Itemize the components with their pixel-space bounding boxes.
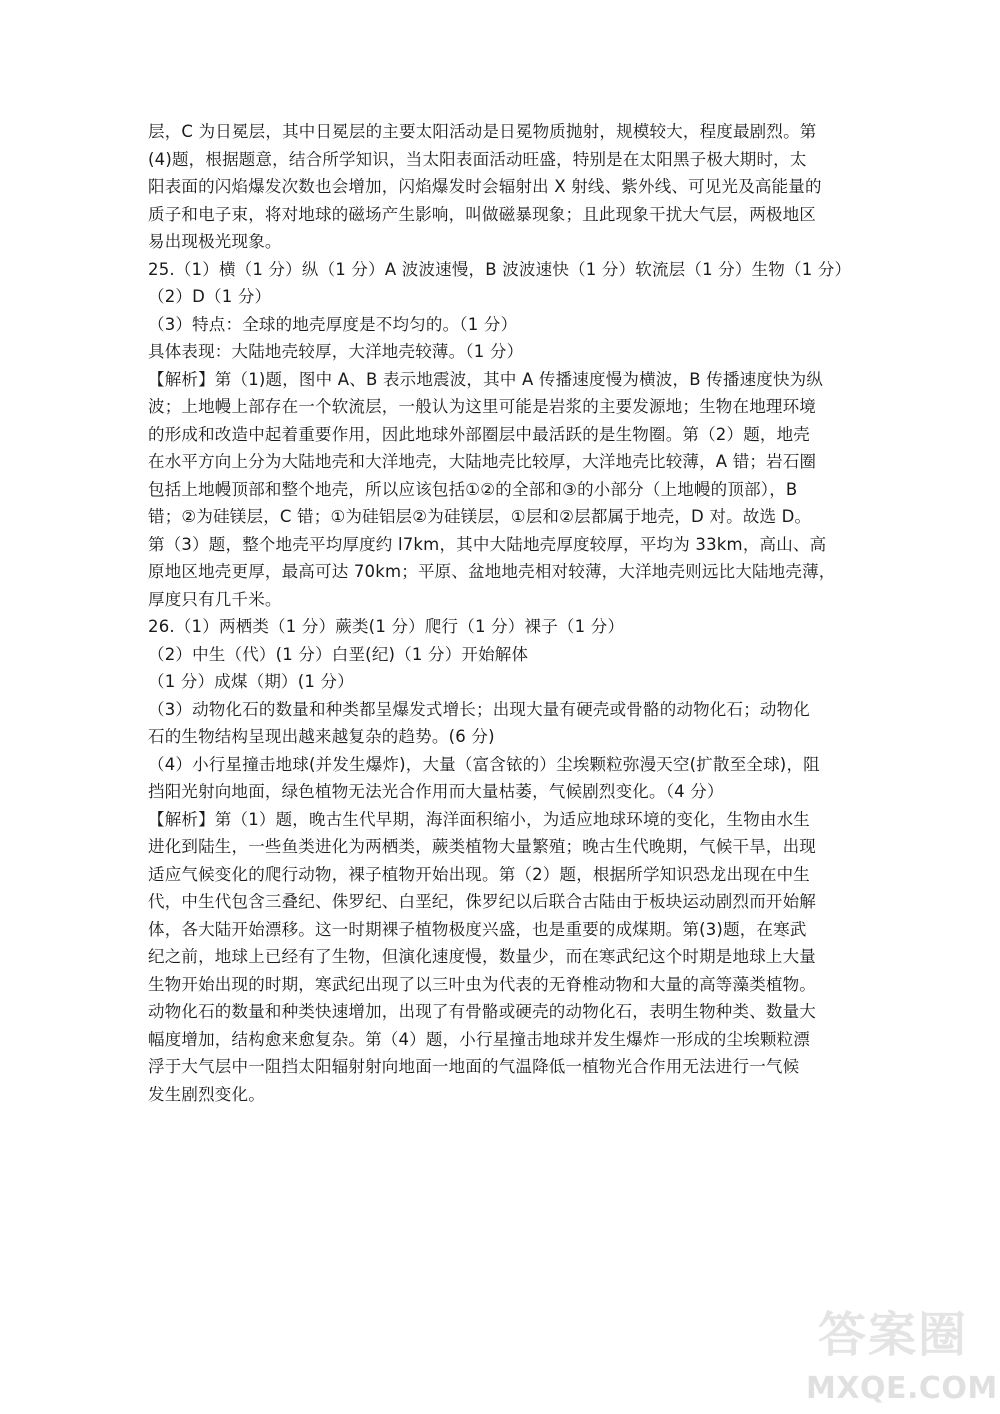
text-line: 纪之前，地球上已经有了生物，但演化速度慢，数量少，而在寒武纪这个时期是地球上大量 xyxy=(148,947,816,966)
text-line: (4)题，根据题意，结合所学知识，当太阳表面活动旺盛，特别是在太阳黑子极大期时，太 xyxy=(148,149,807,169)
text-line: 体，各大陆开始漂移。这一时期裸子植物极度兴盛，也是重要的成煤期。第(3)题，在寒武 xyxy=(148,919,807,939)
text-line: （3）特点：全球的地壳厚度是不均匀的。（1 分） xyxy=(148,314,518,334)
text-line: 包括上地幔顶部和整个地壳，所以应该包括①②的全部和③的小部分（上地幔的顶部），B xyxy=(148,479,798,499)
watermark xyxy=(800,1296,998,1406)
document-body xyxy=(148,118,860,1108)
text-line: 石的生物结构呈现出越来越复杂的趋势。(6 分) xyxy=(148,727,495,746)
text-line: 发生剧烈变化。 xyxy=(148,1084,265,1104)
text-line: 进化到陆生，一些鱼类进化为两栖类，蕨类植物大量繁殖；晚古生代晚期，气候干旱，出现 xyxy=(148,837,816,856)
text-line: 层，C 为日冕层，其中日冕层的主要太阳活动是日冕物质抛射，规模较大，程度最剧烈。第 xyxy=(148,122,817,141)
watermark-logo: 答案圈 xyxy=(818,1307,969,1363)
text-line: 原地区地壳更厚，最高可达 70km；平原、盆地地壳相对较薄，大洋地壳则远比大陆地壳薄， xyxy=(148,562,836,581)
text-line: 质子和电子束，将对地球的磁场产生影响，叫做磁暴现象；且此现象干扰大气层，两极地区 xyxy=(148,204,816,224)
text-line: （2）中生（代）(1 分）白垩(纪)（1 分）开始解体 xyxy=(148,644,529,664)
text-line: 第（3）题，整个地壳平均厚度约 l7km，其中大陆地壳厚度较厚，平均为 33km，高山、高 xyxy=(148,534,827,554)
text-line: 在水平方向上分为大陆地壳和大洋地壳，大陆地壳比较厚，大洋地壳比较薄，A 错；岩石圈 xyxy=(148,452,817,471)
text-line: 具体表现：大陆地壳较厚，大洋地壳较薄。（1 分） xyxy=(148,342,524,361)
text-line: （3）动物化石的数量和种类都呈爆发式增长；出现大量有硬壳或骨骼的动物化石；动物化 xyxy=(148,699,810,719)
text-line: 错；②为硅镁层，C 错；①为硅铝层②为硅镁层，①层和②层都属于地壳，D 对。故选 D。 xyxy=(148,507,812,526)
text-line: 波；上地幔上部存在一个软流层，一般认为这里可能是岩浆的主要发源地；生物在地理环境 xyxy=(148,397,816,416)
text-line: 幅度增加，结构愈来愈复杂。第（4）题，小行星撞击地球并发生爆炸一形成的尘埃颗粒漂 xyxy=(148,1029,810,1049)
text-line: 【解析】第（1）题，晚古生代早期，海洋面积缩小，为适应地球环境的变化，生物由水生 xyxy=(148,809,810,829)
text-line: 生物开始出现的时期，寒武纪出现了以三叶虫为代表的无脊椎动物和大量的高等藻类植物。 xyxy=(148,974,816,994)
text-line: （4）小行星撞击地球(并发生爆炸)，大量（富含铱的）尘埃颗粒弥漫天空(扩散至全球)，阻 xyxy=(148,754,820,774)
text-line: 的形成和改造中起着重要作用，因此地球外部圈层中最活跃的是生物圈。第（2）题，地壳 xyxy=(148,424,810,444)
text-line: 【解析】第（1)题，图中 A、B 表示地震波，其中 A 传播速度慢为横波，B 传播速度快为纵 xyxy=(148,369,824,389)
text-line: 易出现极光现象。 xyxy=(148,232,282,251)
text-line: 挡阳光射向地面，绿色植物无法光合作用而大量枯萎，气候剧烈变化。（4 分） xyxy=(148,782,724,801)
text-line: 26.（1）两栖类（1 分）蕨类(1 分）爬行（1 分）裸子（1 分） xyxy=(148,617,625,636)
text-line: 25.（1）横（1 分）纵（1 分）A 波波速慢，B 波波速快（1 分）软流层（1 分）生物（1 分） xyxy=(148,259,852,279)
watermark-url: MXQE.COM xyxy=(806,1371,998,1406)
text-line: 阳表面的闪焰爆发次数也会增加，闪焰爆发时会辐射出 X 射线、紫外线、可见光及高能量的 xyxy=(148,177,822,196)
text-line: 代，中生代包含三叠纪、侏罗纪、白垩纪，侏罗纪以后联合古陆由于板块运动剧烈而开始解 xyxy=(148,892,816,911)
text-line: （1 分）成煤（期）(1 分） xyxy=(148,672,354,691)
text-line: 动物化石的数量和种类快速增加，出现了有骨骼或硬壳的动物化石，表明生物种类、数量大 xyxy=(148,1002,816,1021)
text-line: （2）D（1 分） xyxy=(148,287,272,306)
text-line: 厚度只有几千米。 xyxy=(148,589,282,609)
text-line: 适应气候变化的爬行动物，裸子植物开始出现。第（2）题，根据所学知识恐龙出现在中生 xyxy=(148,864,810,884)
text-line: 浮于大气层中一阻挡太阳辐射射向地面一地面的气温降低一植物光合作用无法进行一气候 xyxy=(148,1057,800,1076)
